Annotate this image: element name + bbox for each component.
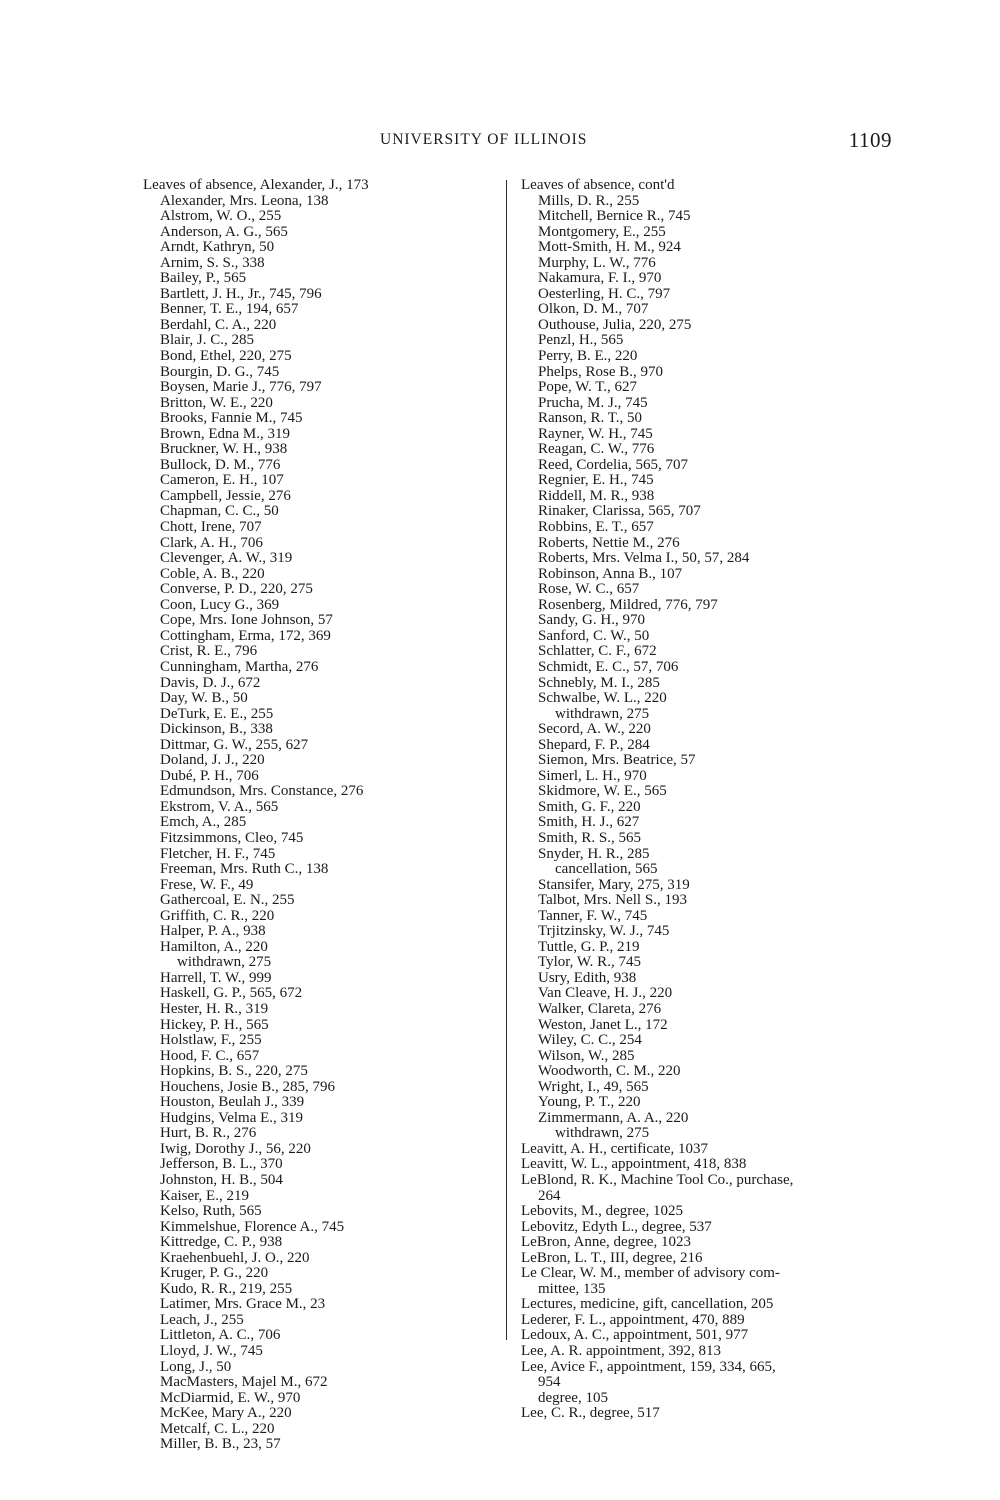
index-entry: Bartlett, J. H., Jr., 745, 796 bbox=[160, 285, 322, 302]
index-entry: Hudgins, Velma E., 319 bbox=[160, 1109, 304, 1126]
index-entry: Murphy, L. W., 776 bbox=[538, 254, 656, 271]
index-entry: DeTurk, E. E., 255 bbox=[160, 705, 274, 722]
index-entry: Lee, A. R. appointment, 392, 813 bbox=[521, 1343, 721, 1360]
index-entry: Iwig, Dorothy J., 56, 220 bbox=[160, 1140, 311, 1157]
index-entry: Day, W. B., 50 bbox=[160, 690, 248, 707]
index-entry: Bourgin, D. G., 745 bbox=[160, 363, 280, 380]
index-entry: LeBron, L. T., III, degree, 216 bbox=[521, 1249, 703, 1266]
index-entry: cancellation, 565 bbox=[555, 861, 658, 878]
index-entry: Rosenberg, Mildred, 776, 797 bbox=[538, 596, 718, 613]
index-entry: Lectures, medicine, gift, cancellation, 205 bbox=[521, 1296, 774, 1313]
index-entry: Schmidt, E. C., 57, 706 bbox=[538, 658, 679, 675]
index-entry: Kruger, P. G., 220 bbox=[160, 1265, 269, 1282]
index-entry: Bailey, P., 565 bbox=[160, 270, 247, 287]
index-entry: Hopkins, B. S., 220, 275 bbox=[160, 1063, 308, 1080]
index-entry: Miller, B. B., 23, 57 bbox=[160, 1436, 281, 1453]
index-entry: Stansifer, Mary, 275, 319 bbox=[538, 876, 690, 893]
index-entry: Penzl, H., 565 bbox=[538, 332, 624, 349]
index-entry: Bullock, D. M., 776 bbox=[160, 456, 281, 473]
index-entry: Kittredge, C. P., 938 bbox=[160, 1234, 283, 1251]
index-entry: Long, J., 50 bbox=[160, 1358, 232, 1375]
page-title: UNIVERSITY OF ILLINOIS bbox=[380, 131, 588, 148]
index-entry: Riddell, M. R., 938 bbox=[538, 487, 655, 504]
index-entry: Clevenger, A. W., 319 bbox=[160, 550, 293, 567]
index-entry: Leach, J., 255 bbox=[160, 1311, 244, 1328]
index-entry: Latimer, Mrs. Grace M., 23 bbox=[160, 1296, 326, 1313]
index-entry: Bruckner, W. H., 938 bbox=[160, 441, 288, 458]
index-entry: Ranson, R. T., 50 bbox=[538, 410, 643, 427]
index-entry: Cope, Mrs. Ione Johnson, 57 bbox=[160, 612, 333, 629]
index-entry: Siemon, Mrs. Beatrice, 57 bbox=[538, 752, 696, 769]
index-entry: Houchens, Josie B., 285, 796 bbox=[160, 1078, 335, 1095]
index-entry: Hurt, B. R., 276 bbox=[160, 1125, 257, 1142]
index-entry: degree, 105 bbox=[538, 1389, 608, 1406]
index-entry: Cottingham, Erma, 172, 369 bbox=[160, 627, 331, 644]
index-entry: Edmundson, Mrs. Constance, 276 bbox=[160, 783, 364, 800]
index-entry: 264 bbox=[538, 1187, 561, 1204]
index-entry: Coble, A. B., 220 bbox=[160, 565, 265, 582]
index-entry: McKee, Mary A., 220 bbox=[160, 1405, 292, 1422]
page-number: 1109 bbox=[848, 128, 892, 152]
index-entry: Hood, F. C., 657 bbox=[160, 1047, 260, 1064]
index-entry: Schnebly, M. I., 285 bbox=[538, 674, 660, 691]
index-entry: Lebovits, M., degree, 1025 bbox=[521, 1203, 684, 1220]
index-column-right bbox=[521, 178, 881, 1422]
index-entry: Alexander, Mrs. Leona, 138 bbox=[160, 192, 329, 209]
index-entry: Griffith, C. R., 220 bbox=[160, 907, 275, 924]
index-entry: Mitchell, Bernice R., 745 bbox=[538, 208, 691, 225]
index-entry: Schwalbe, W. L., 220 bbox=[538, 690, 667, 707]
index-entry: Rose, W. C., 657 bbox=[538, 581, 640, 598]
running-head bbox=[0, 128, 1000, 153]
index-entry: Chapman, C. C., 50 bbox=[160, 503, 279, 520]
index-entry: Van Cleave, H. J., 220 bbox=[538, 985, 673, 1002]
index-entry: Brown, Edna M., 319 bbox=[160, 425, 290, 442]
index-entry: Roberts, Nettie M., 276 bbox=[538, 534, 680, 551]
index-entry: Arnim, S. S., 338 bbox=[160, 254, 265, 271]
index-entry: Reed, Cordelia, 565, 707 bbox=[538, 456, 688, 473]
index-entry: Leaves of absence, Alexander, J., 173 bbox=[143, 177, 369, 193]
index-entry: Britton, W. E., 220 bbox=[160, 394, 273, 411]
index-entry: Berdahl, C. A., 220 bbox=[160, 316, 277, 333]
index-entry: Dubé, P. H., 706 bbox=[160, 767, 259, 784]
index-entry: Harrell, T. W., 999 bbox=[160, 969, 272, 986]
index-entry: Shepard, F. P., 284 bbox=[538, 736, 650, 753]
column-divider bbox=[506, 180, 507, 1340]
index-entry: withdrawn, 275 bbox=[177, 954, 272, 971]
index-entry: Robbins, E. T., 657 bbox=[538, 519, 654, 536]
index-entry: Rayner, W. H., 745 bbox=[538, 425, 653, 442]
index-entry: Mott-Smith, H. M., 924 bbox=[538, 239, 681, 256]
index-entry: Benner, T. E., 194, 657 bbox=[160, 301, 299, 318]
index-entry: Tylor, W. R., 745 bbox=[538, 954, 641, 971]
index-entry: withdrawn, 275 bbox=[555, 705, 650, 722]
index-entry: Kudo, R. R., 219, 255 bbox=[160, 1280, 293, 1297]
index-entry: Sandy, G. H., 970 bbox=[538, 612, 645, 629]
index-entry: Arndt, Kathryn, 50 bbox=[160, 239, 275, 256]
index-entry: LeBron, Anne, degree, 1023 bbox=[521, 1234, 691, 1251]
index-entry: McDiarmid, E. W., 970 bbox=[160, 1389, 301, 1406]
index-entry: Ekstrom, V. A., 565 bbox=[160, 798, 279, 815]
index-entry: Hamilton, A., 220 bbox=[160, 938, 268, 955]
index-entry: Perry, B. E., 220 bbox=[538, 348, 638, 365]
index-entry: Lee, C. R., degree, 517 bbox=[521, 1405, 660, 1422]
index-column-left bbox=[143, 178, 493, 1453]
index-entry: Chott, Irene, 707 bbox=[160, 519, 262, 536]
index-entry: Fitzsimmons, Cleo, 745 bbox=[160, 829, 304, 846]
index-entry: Kaiser, E., 219 bbox=[160, 1187, 249, 1204]
index-entry: Holstlaw, F., 255 bbox=[160, 1032, 262, 1049]
index-entry: Cunningham, Martha, 276 bbox=[160, 658, 319, 675]
index-entry: Boysen, Marie J., 776, 797 bbox=[160, 379, 322, 396]
index-entry: Outhouse, Julia, 220, 275 bbox=[538, 316, 692, 333]
index-entry: Wiley, C. C., 254 bbox=[538, 1032, 642, 1049]
index-entry: Leaves of absence, cont'd bbox=[521, 177, 675, 193]
index-entry: Anderson, A. G., 565 bbox=[160, 223, 288, 240]
index-entry: Lloyd, J. W., 745 bbox=[160, 1343, 263, 1360]
index-entry: Gathercoal, E. N., 255 bbox=[160, 892, 295, 909]
index-entry: Jefferson, B. L., 370 bbox=[160, 1156, 283, 1173]
index-entry: Weston, Janet L., 172 bbox=[538, 1016, 668, 1033]
index-entry: Crist, R. E., 796 bbox=[160, 643, 258, 660]
index-entry: Metcalf, C. L., 220 bbox=[160, 1420, 275, 1437]
index-entry: Secord, A. W., 220 bbox=[538, 721, 651, 738]
index-entry: Wilson, W., 285 bbox=[538, 1047, 635, 1064]
index-entry: Le Clear, W. M., member of advisory com- bbox=[521, 1265, 780, 1282]
index-entry: 954 bbox=[538, 1374, 561, 1391]
index-entry: Fletcher, H. F., 745 bbox=[160, 845, 276, 862]
index-entry: Walker, Clareta, 276 bbox=[538, 1000, 662, 1017]
index-entry: Lederer, F. L., appointment, 470, 889 bbox=[521, 1311, 745, 1328]
index-entry: withdrawn, 275 bbox=[555, 1125, 650, 1142]
index-entry: Davis, D. J., 672 bbox=[160, 674, 261, 691]
index-entry: Reagan, C. W., 776 bbox=[538, 441, 655, 458]
index-entry: Haskell, G. P., 565, 672 bbox=[160, 985, 303, 1002]
index-entry: Prucha, M. J., 745 bbox=[538, 394, 648, 411]
index-entry: Kimmelshue, Florence A., 745 bbox=[160, 1218, 345, 1235]
index-entry: Dickinson, B., 338 bbox=[160, 721, 273, 738]
index-entry: Smith, H. J., 627 bbox=[538, 814, 640, 831]
index-entry: Hickey, P. H., 565 bbox=[160, 1016, 269, 1033]
index-entry: Montgomery, E., 255 bbox=[538, 223, 666, 240]
index-entry: Lebovitz, Edyth L., degree, 537 bbox=[521, 1218, 712, 1235]
index-entry: Emch, A., 285 bbox=[160, 814, 247, 831]
index-entry: Houston, Beulah J., 339 bbox=[160, 1094, 305, 1111]
index-entry: Leavitt, A. H., certificate, 1037 bbox=[521, 1140, 709, 1157]
index-entry: Alstrom, W. O., 255 bbox=[160, 208, 282, 225]
index-entry: Brooks, Fannie M., 745 bbox=[160, 410, 303, 427]
index-entry: Skidmore, W. E., 565 bbox=[538, 783, 667, 800]
index-entry: Woodworth, C. M., 220 bbox=[538, 1063, 681, 1080]
index-entry: Coon, Lucy G., 369 bbox=[160, 596, 280, 613]
index-entry: Kelso, Ruth, 565 bbox=[160, 1203, 262, 1220]
index-entry: Doland, J. J., 220 bbox=[160, 752, 265, 769]
index-entry: Robinson, Anna B., 107 bbox=[538, 565, 683, 582]
index-entry: Schlatter, C. F., 672 bbox=[538, 643, 657, 660]
index-entry: Tanner, F. W., 745 bbox=[538, 907, 648, 924]
index-entry: Pope, W. T., 627 bbox=[538, 379, 638, 396]
index-entry: Campbell, Jessie, 276 bbox=[160, 487, 291, 504]
index-entry: Freeman, Mrs. Ruth C., 138 bbox=[160, 861, 329, 878]
index-entry: Wright, I., 49, 565 bbox=[538, 1078, 649, 1095]
index-entry: Olkon, D. M., 707 bbox=[538, 301, 649, 318]
index-entry: Zimmermann, A. A., 220 bbox=[538, 1109, 689, 1126]
index-entry: MacMasters, Majel M., 672 bbox=[160, 1374, 328, 1391]
index-entry: Young, P. T., 220 bbox=[538, 1094, 641, 1111]
index-entry: Regnier, E. H., 745 bbox=[538, 472, 654, 489]
index-entry: Sanford, C. W., 50 bbox=[538, 627, 650, 644]
index-entry: Rinaker, Clarissa, 565, 707 bbox=[538, 503, 701, 520]
index-entry: Nakamura, F. I., 970 bbox=[538, 270, 662, 287]
index-entry: Halper, P. A., 938 bbox=[160, 923, 266, 940]
index-entry: Blair, J. C., 285 bbox=[160, 332, 254, 349]
index-entry: LeBlond, R. K., Machine Tool Co., purchase, bbox=[521, 1172, 794, 1188]
index-entry: Lee, Avice F., appointment, 159, 334, 665, bbox=[521, 1358, 776, 1375]
index-entry: Dittmar, G. W., 255, 627 bbox=[160, 736, 309, 753]
index-entry: Leavitt, W. L., appointment, 418, 838 bbox=[521, 1156, 747, 1173]
index-entry: Frese, W. F., 49 bbox=[160, 876, 254, 893]
index-entry: Simerl, L. H., 970 bbox=[538, 767, 647, 784]
index-entry: Tuttle, G. P., 219 bbox=[538, 938, 640, 955]
index-entry: Converse, P. D., 220, 275 bbox=[160, 581, 313, 598]
index-entry: Hester, H. R., 319 bbox=[160, 1000, 269, 1017]
index-entry: Smith, R. S., 565 bbox=[538, 829, 641, 846]
index-entry: Usry, Edith, 938 bbox=[538, 969, 637, 986]
index-entry: mittee, 135 bbox=[538, 1280, 606, 1297]
index-entry: Roberts, Mrs. Velma I., 50, 57, 284 bbox=[538, 550, 750, 567]
index-entry: Bond, Ethel, 220, 275 bbox=[160, 348, 292, 365]
index-entry: Clark, A. H., 706 bbox=[160, 534, 263, 551]
index-entry: Trjitzinsky, W. J., 745 bbox=[538, 923, 670, 940]
index-entry: Snyder, H. R., 285 bbox=[538, 845, 650, 862]
index-entry: Talbot, Mrs. Nell S., 193 bbox=[538, 892, 687, 909]
index-entry: Phelps, Rose B., 970 bbox=[538, 363, 664, 380]
index-entry: Oesterling, H. C., 797 bbox=[538, 285, 671, 302]
index-entry: Kraehenbuehl, J. O., 220 bbox=[160, 1249, 310, 1266]
index-entry: Smith, G. F., 220 bbox=[538, 798, 641, 815]
index-entry: Ledoux, A. C., appointment, 501, 977 bbox=[521, 1327, 749, 1344]
index-entry: Littleton, A. C., 706 bbox=[160, 1327, 281, 1344]
index-entry: Johnston, H. B., 504 bbox=[160, 1172, 283, 1188]
index-entry: Mills, D. R., 255 bbox=[538, 192, 640, 209]
index-entry: Cameron, E. H., 107 bbox=[160, 472, 284, 489]
